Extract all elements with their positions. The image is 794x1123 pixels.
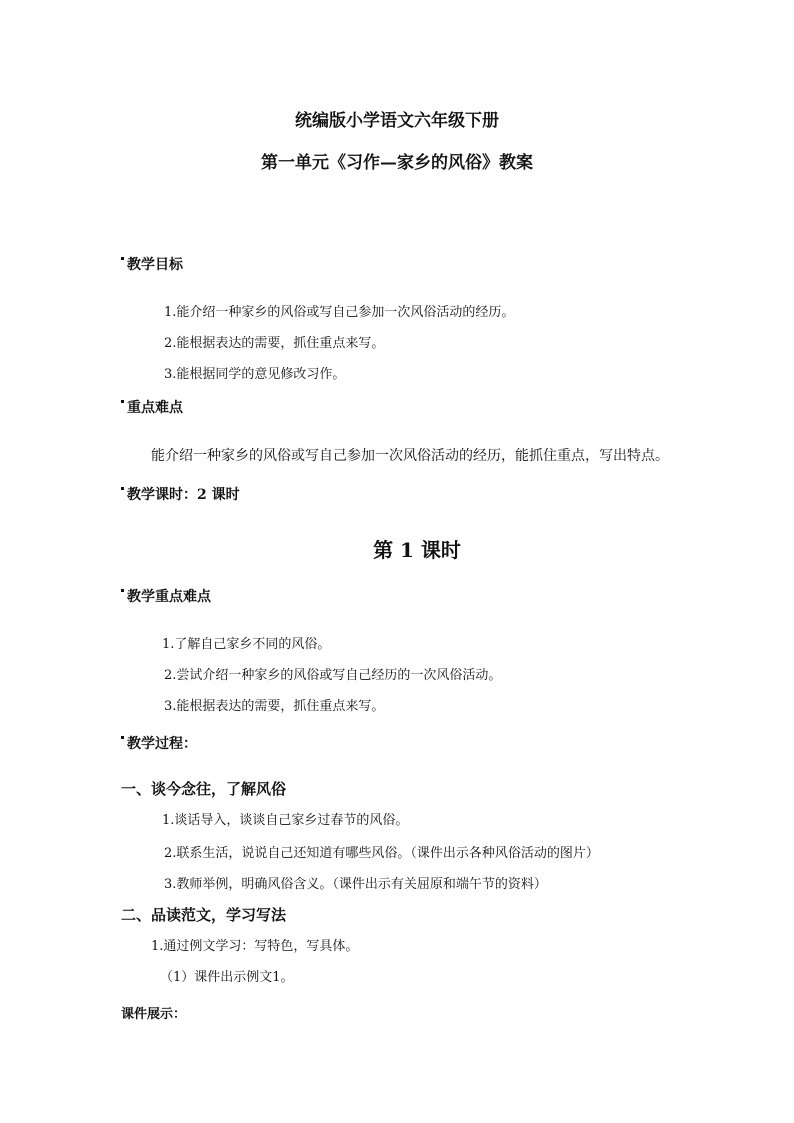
bullet-icon [121, 736, 124, 739]
section-class-hours [121, 484, 240, 504]
part2-item: 1.通过例文学习：写特色，写具体。 [151, 939, 359, 954]
section-heading: 教学目标 [127, 257, 183, 273]
part1-heading: 一、谈今念往，了解风俗 [121, 780, 287, 798]
goal-item: 1.能介绍一种家乡的风俗或写自己参加一次风俗活动的经历。 [164, 305, 515, 320]
part2-heading: 二、品读范文，学习写法 [121, 906, 287, 924]
document-title: 统编版小学语文六年级下册 [295, 111, 499, 131]
key-point-item: 2.尝试介绍一种家乡的风俗或写自己经历的一次风俗活动。 [164, 668, 502, 683]
part2-subitem: （1）课件出示例文1。 [160, 970, 294, 985]
bullet-icon [121, 257, 124, 260]
section-heading: 重点难点 [127, 400, 183, 416]
courseware-label: 课件展示： [121, 1007, 187, 1022]
goal-item: 3.能根据同学的意见修改习作。 [164, 367, 346, 382]
section-heading: 教学课时：2 课时 [127, 487, 240, 503]
part1-item: 1.谈话导入，谈谈自己家乡过春节的风俗。 [162, 813, 409, 828]
section-heading: 教学过程： [127, 736, 197, 752]
part1-item: 2.联系生活，说说自己还知道有哪些风俗。（课件出示各种风俗活动的图片） [164, 846, 599, 861]
bullet-icon [121, 400, 124, 403]
key-difficulties-text: 能介绍一种家乡的风俗或写自己参加一次风俗活动的经历，能抓住重点，写出特点。 [151, 448, 669, 464]
bullet-icon [121, 589, 124, 592]
bullet-icon [121, 487, 124, 490]
section-teaching-goals [121, 254, 183, 274]
document-subtitle: 第一单元《习作—家乡的风俗》教案 [261, 153, 533, 173]
section-teaching-process [121, 733, 197, 753]
part1-item: 3.教师举例，明确风俗含义。（课件出示有关屈原和端午节的资料） [164, 877, 547, 892]
goal-item: 2.能根据表达的需要，抓住重点来写。 [164, 336, 385, 351]
section-heading: 教学重点难点 [127, 589, 211, 605]
section-key-difficulties [121, 397, 183, 417]
section-lesson-key-points [121, 586, 211, 606]
lesson-title: 第 1 课时 [373, 538, 461, 562]
key-point-item: 3.能根据表达的需要，抓住重点来写。 [164, 699, 385, 714]
key-point-item: 1.了解自己家乡不同的风俗。 [162, 637, 331, 652]
